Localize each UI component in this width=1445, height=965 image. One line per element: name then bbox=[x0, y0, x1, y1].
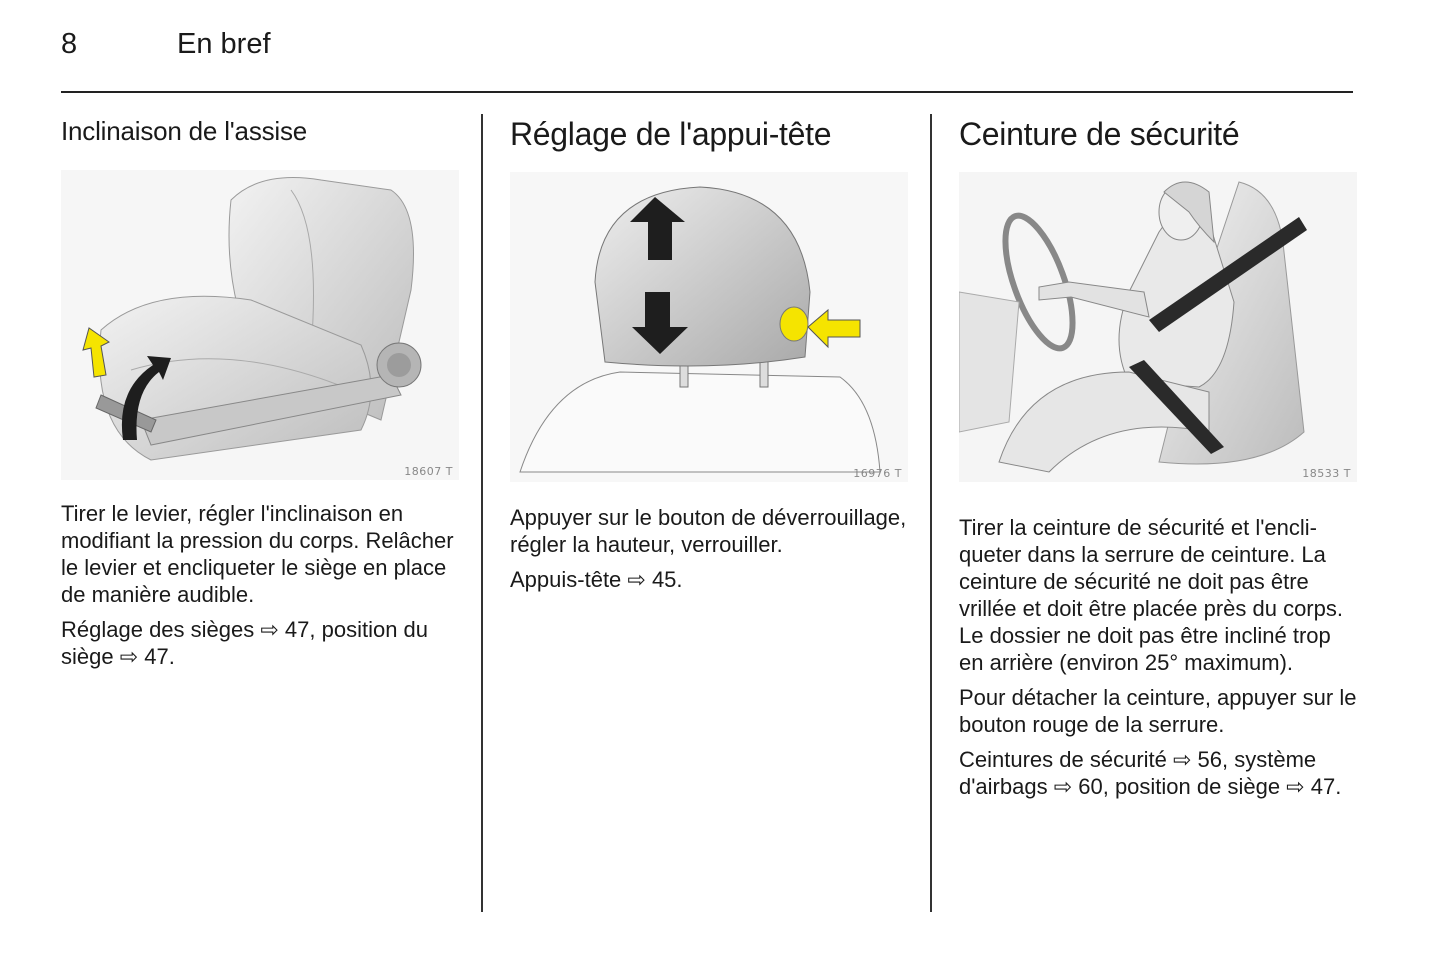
section-seat-belt bbox=[959, 110, 1357, 808]
page-number: 8 bbox=[61, 28, 78, 60]
section-body bbox=[959, 514, 1357, 800]
seat-tilt-illustration bbox=[61, 170, 459, 480]
section-heading: Ceinture de sécurité bbox=[959, 116, 1240, 152]
seat-tilt-drawing bbox=[61, 170, 459, 480]
section-seat-tilt bbox=[61, 110, 459, 678]
paragraph-cross-reference: Ceintures de sécurité ⇨ 56, système d'airbags ⇨ 60, position de siège ⇨ 47. bbox=[959, 747, 1342, 799]
paragraph: Pour détacher la ceinture, appuyer sur le bouton rouge de la serrure. bbox=[959, 685, 1357, 737]
paragraph: Tirer la ceinture de sécurité et l'encliqueter dans la serrure de ceinture. La ceinture de sécurité ne doit pas être vrillée et doit être placée près du corps. Le dossier ne doit pas être incliné trop en arrière (environ 25° maximum). bbox=[959, 515, 1343, 675]
seat-belt-illustration bbox=[959, 172, 1357, 482]
figure-code: 18533 T bbox=[1302, 467, 1351, 480]
page-header bbox=[61, 28, 1353, 68]
column-divider bbox=[930, 114, 932, 912]
paragraph: Appuyer sur le bouton de déverrouillage, régler la hauteur, verrouiller. bbox=[510, 505, 907, 557]
section-headrest bbox=[510, 110, 908, 601]
figure-code: 18607 T bbox=[404, 465, 453, 478]
headrest-drawing bbox=[510, 172, 908, 482]
paragraph: Tirer le levier, régler l'inclinaison en modifiant la pression du corps. Relâcher le levier et encliqueter le siège en place de manière audible. bbox=[61, 501, 454, 607]
column-divider bbox=[481, 114, 483, 912]
page-section-title: En bref bbox=[177, 28, 271, 60]
seat-belt-drawing bbox=[959, 172, 1357, 482]
paragraph-cross-reference: Appuis-tête ⇨ 45. bbox=[510, 567, 683, 592]
paragraph-cross-reference: Réglage des sièges ⇨ 47, position du siège ⇨ 47. bbox=[61, 617, 429, 669]
headrest-illustration bbox=[510, 172, 908, 482]
section-heading: Réglage de l'appui-tête bbox=[510, 116, 832, 152]
figure-code: 16976 T bbox=[853, 467, 902, 480]
header-rule bbox=[61, 91, 1353, 93]
section-heading: Inclinaison de l'assise bbox=[61, 116, 308, 146]
section-body bbox=[510, 504, 908, 593]
section-body bbox=[61, 500, 459, 670]
